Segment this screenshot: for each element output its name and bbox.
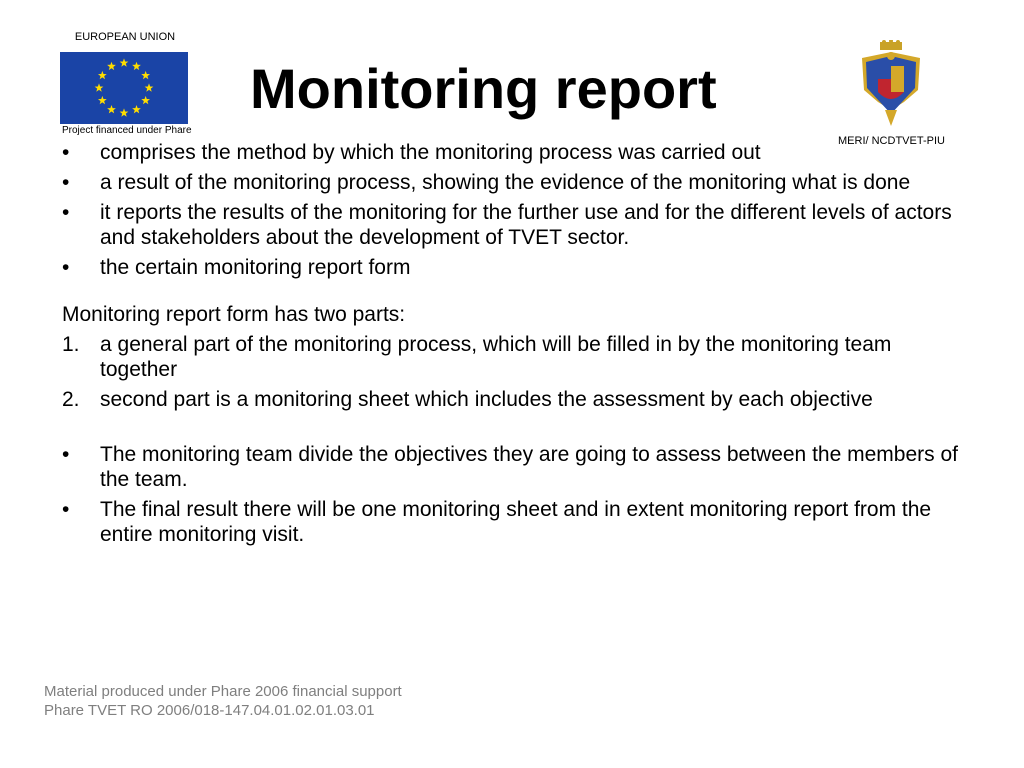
- number-marker: 1.: [62, 333, 80, 356]
- bullet-marker: •: [62, 256, 70, 279]
- bullet-text: the certain monitoring report form: [100, 256, 411, 279]
- footer-line-1: Material produced under Phare 2006 financial support: [44, 683, 402, 700]
- eu-star-icon: [107, 62, 116, 70]
- numbered-text: second part is a monitoring sheet which includes the assessment by each objective: [100, 388, 873, 411]
- eu-star-icon: [98, 96, 107, 104]
- eu-star-icon: [132, 105, 141, 113]
- page-title: Monitoring report: [250, 57, 717, 120]
- form-intro-text: Monitoring report form has two parts:: [62, 303, 406, 326]
- bullet-text: The final result there will be one monitoring sheet and in extent monitoring report from the entire monitoring visit.: [100, 498, 932, 546]
- bullet-marker: •: [62, 141, 70, 164]
- eu-star-icon: [141, 71, 150, 79]
- bullet-item: [62, 442, 972, 492]
- bullet-text: The monitoring team divide the objectives they are going to assess between the members of the team.: [100, 443, 958, 491]
- bullet-text: a result of the monitoring process, showing the evidence of the monitoring what is done: [100, 171, 911, 194]
- eu-flag-logo: [60, 52, 188, 124]
- eu-star-icon: [98, 71, 107, 79]
- footer: [44, 682, 402, 720]
- eu-star-icon: [132, 62, 141, 70]
- romanian-coat-of-arms-icon: [858, 40, 924, 128]
- numbered-item: [62, 387, 972, 412]
- eu-star-icon: [141, 96, 150, 104]
- bullet-item: [62, 140, 972, 165]
- bullet-item: [62, 170, 972, 195]
- footer-line-2: Phare TVET RO 2006/018-147.04.01.02.01.03.01: [44, 702, 375, 719]
- eu-star-icon: [120, 58, 129, 66]
- bullet-marker: •: [62, 171, 70, 194]
- eu-caption: EUROPEAN UNION: [74, 31, 176, 43]
- numbered-text: a general part of the monitoring process, which will be filled in by the monitoring team together: [100, 333, 892, 381]
- number-marker: 2.: [62, 388, 80, 411]
- bullet-item: [62, 497, 972, 547]
- bullet-text: comprises the method by which the monitoring process was carried out: [100, 141, 761, 164]
- bullet-text: it reports the results of the monitoring for the further use and for the different levels of actors and stakeholders about the development of TVET sector.: [100, 201, 952, 249]
- numbered-item: [62, 332, 972, 382]
- crest-caption: MERI/ NCDTVET-PIU: [838, 135, 945, 147]
- slide-body: [62, 140, 972, 552]
- eu-star-icon: [145, 83, 154, 91]
- bullet-marker: •: [62, 443, 70, 466]
- eu-star-icon: [95, 83, 104, 91]
- bullet-item: [62, 200, 972, 250]
- eu-star-icon: [107, 105, 116, 113]
- eu-subcaption: Project financed under Phare: [62, 125, 192, 136]
- bullet-marker: •: [62, 498, 70, 521]
- eu-star-icon: [120, 108, 129, 116]
- bullet-marker: •: [62, 201, 70, 224]
- bullet-item: [62, 255, 972, 280]
